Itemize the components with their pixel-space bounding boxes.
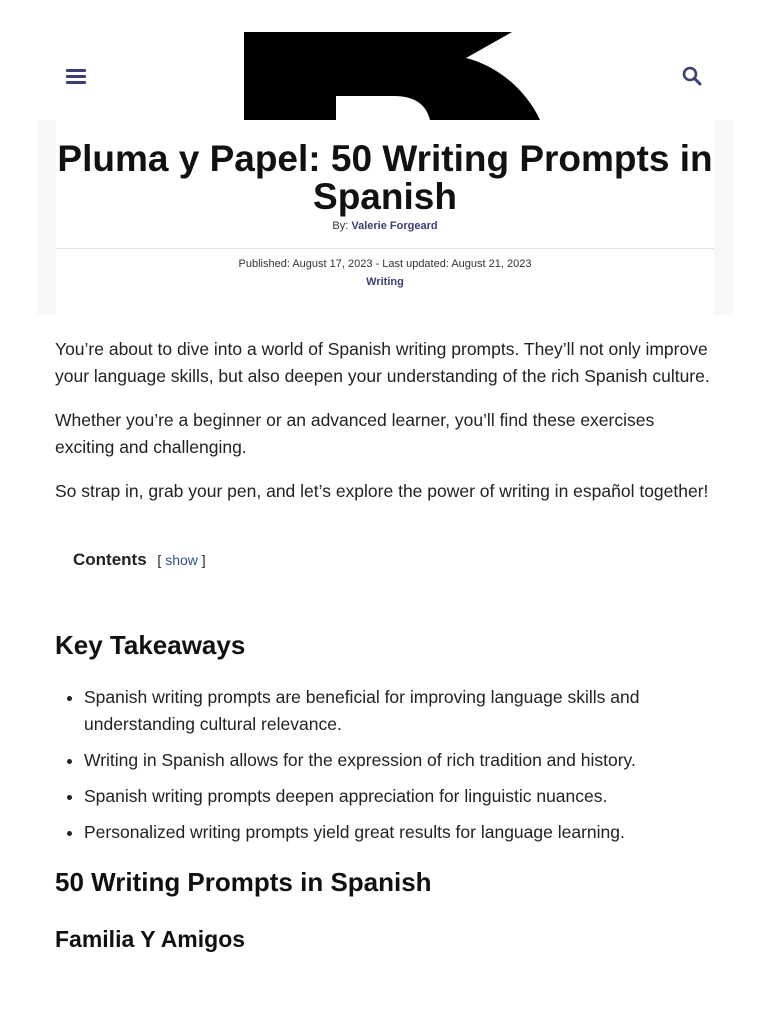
toc-close-bracket: ] xyxy=(201,552,206,568)
key-takeaways-list xyxy=(55,684,695,855)
article-header xyxy=(56,120,714,315)
key-takeaways-heading: Key Takeaways xyxy=(55,630,246,660)
publish-dates: Published: August 17, 2023 - Last updated: August 21, 2023 xyxy=(238,258,532,270)
list-item: • Personalized writing prompts yield great results for language learning. xyxy=(84,819,695,846)
magnifier-search-icon[interactable] xyxy=(680,64,704,88)
intro-paragraph: So strap in, grab your pen, and let’s explore the power of writing in español together! xyxy=(55,481,709,501)
hamburger-menu-icon[interactable] xyxy=(64,66,90,88)
intro-paragraph: Whether you’re a beginner or an advanced learner, you’ll find these exercises exciting and challenging. xyxy=(55,410,655,457)
toc-open-bracket: [ xyxy=(157,552,162,568)
divider xyxy=(56,248,714,249)
toc-show-link[interactable]: show xyxy=(165,552,198,568)
page-title: Pluma y Papel: 50 Writing Prompts in Spanish xyxy=(57,138,713,217)
familia-subheading: Familia Y Amigos xyxy=(55,926,246,952)
site-header xyxy=(0,0,768,120)
category-link[interactable]: Writing xyxy=(366,276,404,288)
byline-prefix: By: xyxy=(332,220,349,232)
list-item: • Spanish writing prompts are beneficial for improving language skills and understanding cultural relevance. xyxy=(84,684,695,738)
byline xyxy=(56,220,714,232)
toc-toggle xyxy=(157,552,205,568)
toc-title: Contents xyxy=(73,550,147,569)
list-item: • Spanish writing prompts deepen appreciation for linguistic nuances. xyxy=(84,783,695,810)
author-link[interactable]: Valerie Forgeard xyxy=(351,220,438,232)
article-header-card xyxy=(37,120,733,315)
table-of-contents xyxy=(73,550,206,570)
prompts-section-heading: 50 Writing Prompts in Spanish xyxy=(55,867,432,897)
intro-paragraph: You’re about to dive into a world of Spanish writing prompts. They’ll not only improve your language skills, but also deepen your understanding of the rich Spanish culture. xyxy=(55,339,710,386)
list-item: • Writing in Spanish allows for the expression of rich tradition and history. xyxy=(84,747,695,774)
article-intro xyxy=(55,336,715,505)
site-logo-mark[interactable] xyxy=(244,32,540,120)
